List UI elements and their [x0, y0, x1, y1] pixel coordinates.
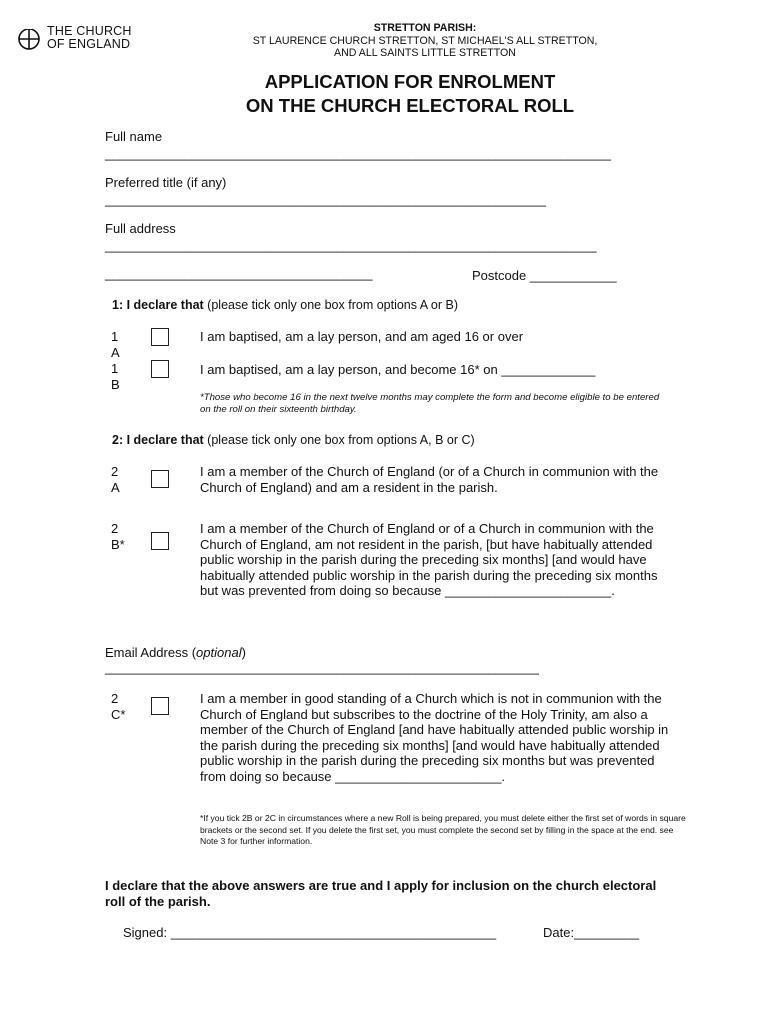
section-2-heading-rest: (please tick only one box from options A, B or C)	[203, 433, 475, 447]
section-1-footnote: *Those who become 16 in the next twelve months may complete the form and become eligible to be entered on the roll on their sixteenth birthday.	[200, 392, 660, 415]
option-2b-number: 2 B*	[111, 521, 125, 552]
church-of-england-logo	[17, 25, 147, 53]
parish-churches-line-1: ST LAURENCE CHURCH STRETTON, ST MICHAEL'S ALL STRETTON,	[252, 34, 598, 47]
declaration-text: I declare that the above answers are true and I apply for inclusion on the church electoral roll of the parish.	[105, 878, 657, 909]
option-2c-text: I am a member in good standing of a Church which is not in communion with the Church of England but subscribes to the doctrine of the Holy Trinity, am also a member of the Church of England [and have habitually attended public worship in the parish during the preceding six months] [and would have habitually attended public worship in the parish during the preceding six months but was prevented from doing so because _______________________.	[200, 691, 669, 784]
email-optional: optional	[196, 645, 242, 660]
option-1a-checkbox[interactable]	[151, 328, 169, 346]
preferred-title-label: Preferred title (if any)	[105, 175, 227, 190]
form-title-line-2: ON THE CHURCH ELECTORAL ROLL	[245, 95, 575, 116]
full-name-field[interactable]: ______________________________________________________________________	[105, 146, 612, 161]
option-1b-checkbox[interactable]	[151, 360, 169, 378]
email-label	[105, 645, 246, 660]
section-2-heading-bold: 2: I declare that	[112, 433, 204, 447]
form-title-line-1: APPLICATION FOR ENROLMENT	[264, 71, 556, 92]
email-label-text: Email Address (	[105, 645, 197, 660]
option-1a-number: 1 A	[111, 329, 120, 360]
section-1-heading-rest: (please tick only one box from options A or B)	[203, 298, 458, 312]
section-2-footnote: *If you tick 2B or 2C in circumstances where a new Roll is being prepared, you must delete either the first set of words in square brackets or the second set. If you delete the first set, you must complete the second set by filling in the space at the end. see Note 3 for further information.	[200, 813, 686, 846]
option-2a-text: I am a member of the Church of England (or of a Church in communion with the Church of England) and am a resident in the parish.	[200, 464, 659, 495]
postcode-field[interactable]: Postcode ____________	[472, 268, 617, 283]
option-2a-number: 2 A	[111, 464, 120, 495]
full-address-field-2[interactable]: _____________________________________	[105, 266, 373, 281]
church-cross-icon	[17, 26, 43, 52]
option-1a-text: I am baptised, am a lay person, and am aged 16 or over	[200, 329, 524, 344]
email-field[interactable]: ____________________________________________________________	[105, 660, 539, 675]
option-2c-number: 2 C*	[111, 691, 126, 722]
option-2b-checkbox[interactable]	[151, 532, 169, 550]
logo-line-2: OF ENGLAND	[47, 37, 131, 51]
section-1-heading-bold: 1: I declare that	[112, 298, 204, 312]
parish-name: STRETTON PARISH:	[373, 22, 477, 34]
parish-churches-line-2: AND ALL SAINTS LITTLE STRETTON	[334, 47, 516, 59]
full-address-field-1[interactable]: ____________________________________________________________________	[105, 238, 597, 253]
option-1b-text: I am baptised, am a lay person, and become 16* on _____________	[200, 362, 596, 377]
logo-line-1: THE CHURCH	[47, 24, 132, 38]
option-1b-number: 1 B	[111, 361, 120, 392]
option-2c-checkbox[interactable]	[151, 697, 169, 715]
option-2b-text: I am a member of the Church of England or of a Church in communion with the Church of England, am not resident in the parish, [but have habitually attended public worship in the parish during the preceding six months] [and would have habitually attended public worship in the parish during the preceding six months but was prevented from doing so because _______________________.	[200, 521, 658, 598]
date-field[interactable]: Date:_________	[543, 925, 640, 940]
option-2a-checkbox[interactable]	[151, 470, 169, 488]
section-1-heading	[112, 298, 458, 312]
full-address-label: Full address	[105, 221, 176, 236]
full-name-label: Full name	[105, 129, 163, 144]
section-2-heading	[112, 433, 475, 447]
signature-field[interactable]: Signed: _____________________________________________	[123, 925, 497, 940]
preferred-title-field[interactable]: _____________________________________________________________	[105, 192, 547, 207]
form-title	[150, 70, 670, 118]
parish-header	[200, 22, 650, 60]
email-label-close: )	[241, 645, 246, 660]
